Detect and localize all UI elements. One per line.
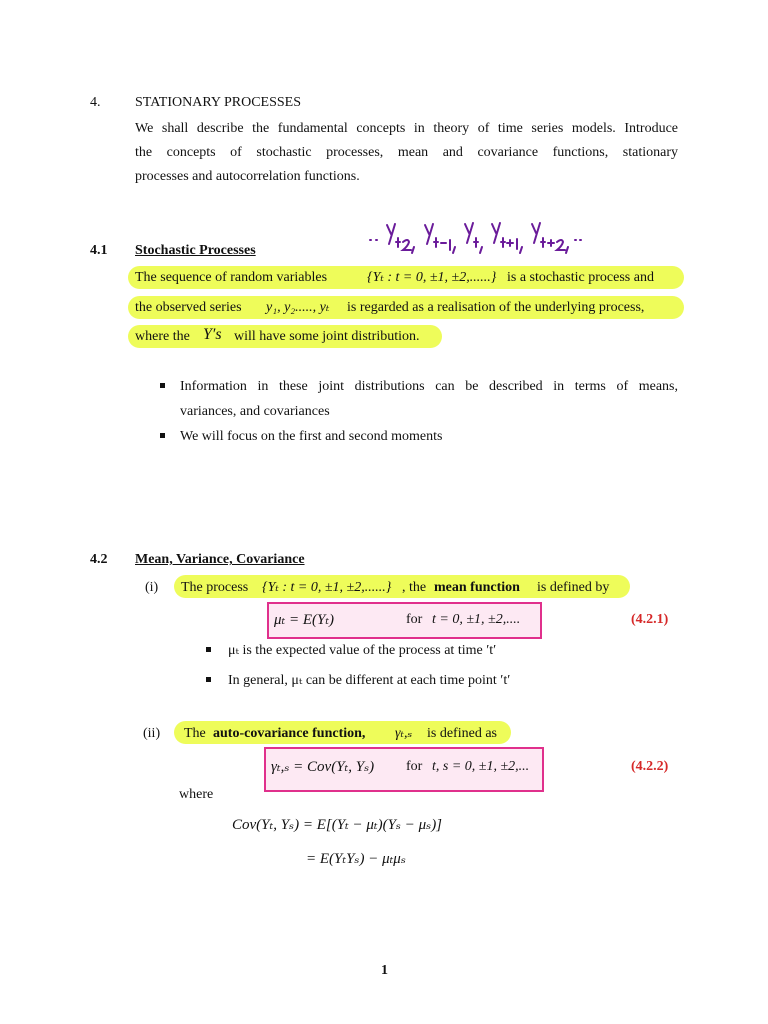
s41-bullet-2: We will focus on the first and second moments xyxy=(180,429,443,444)
mean-bullet-2: In general, μₜ can be different at each time point ′t′ xyxy=(228,673,511,688)
bullet-marker xyxy=(160,383,165,388)
s41-line3-text-a: where the xyxy=(135,329,190,344)
s41-line1-text-b: is a stochastic process and xyxy=(507,270,654,285)
mean-line-text-c: is defined by xyxy=(537,580,610,595)
s41-line1-text-a: The sequence of random variables xyxy=(135,270,328,285)
eq2-lhs: γₜ,ₛ = Cov(Yₜ, Yₛ) xyxy=(271,759,375,775)
intro-line-3: processes and autocorrelation functions. xyxy=(135,169,360,184)
eq1-lhs: μₜ = E(Yₜ) xyxy=(274,612,335,628)
page-number: 1 xyxy=(381,963,388,978)
mean-bullet-1: μₜ is the expected value of the process at time ′t′ xyxy=(228,643,497,658)
section-title: STATIONARY PROCESSES xyxy=(135,95,302,110)
s41-line3-math: Y′s xyxy=(203,326,222,343)
mean-line-text-b: , the xyxy=(402,580,427,595)
mean-line-bold: mean function xyxy=(434,580,520,595)
subsection-number-4-1: 4.1 xyxy=(90,243,108,258)
autocov-text-a: The xyxy=(184,726,206,741)
s41-line2-text-b: is regarded as a realisation of the underlying process, xyxy=(347,300,645,315)
item-label-ii: (ii) xyxy=(143,726,161,741)
eq2-for: for xyxy=(406,759,423,774)
subsection-number-4-2: 4.2 xyxy=(90,552,108,567)
mean-line-math: {Yₜ : t = 0, ±1, ±2,......} xyxy=(262,580,392,595)
handwritten-sequence xyxy=(365,220,590,260)
s41-line1-math: {Yₜ : t = 0, ±1, ±2,......} xyxy=(367,270,497,285)
eq2-range: t, s = 0, ±1, ±2,... xyxy=(432,759,530,774)
s41-bullet-1: Information in these joint distributions can be described in terms of means, xyxy=(180,379,678,394)
s41-line3-text-b: will have some joint distribution. xyxy=(234,329,420,344)
s41-bullet-1-cont: variances, and covariances xyxy=(180,404,330,419)
equation-number-4-2-2: (4.2.2) xyxy=(631,759,669,774)
autocov-math: γₜ,ₛ xyxy=(395,726,413,741)
subsection-title-4-2: Mean, Variance, Covariance xyxy=(135,552,305,567)
s41-line2-math: y₁, y₂....., yₜ xyxy=(266,300,330,315)
autocov-bold: auto-covariance function, xyxy=(213,726,366,741)
intro-line-2: the concepts of stochastic processes, mean and covariance functions, stationary xyxy=(135,145,678,160)
subsection-title-4-1: Stochastic Processes xyxy=(135,243,256,258)
cov-definition-line-2: = E(YₜYₛ) − μₜμₛ xyxy=(306,851,406,867)
mean-line-text-a: The process xyxy=(181,580,249,595)
item-label-i: (i) xyxy=(145,580,159,595)
bullet-marker xyxy=(206,677,211,682)
bullet-marker xyxy=(206,647,211,652)
autocov-text-b: is defined as xyxy=(427,726,497,741)
cov-definition-line-1: Cov(Yₜ, Yₛ) = E[(Yₜ − μₜ)(Yₛ − μₛ)] xyxy=(232,817,443,833)
eq1-for: for xyxy=(406,612,423,627)
where-label: where xyxy=(179,787,214,802)
equation-number-4-2-1: (4.2.1) xyxy=(631,612,669,627)
bullet-marker xyxy=(160,433,165,438)
intro-line-1: We shall describe the fundamental concepts in theory of time series models. Introduce xyxy=(135,121,678,136)
eq1-range: t = 0, ±1, ±2,.... xyxy=(432,612,521,627)
section-number: 4. xyxy=(90,95,101,110)
s41-line2-text-a: the observed series xyxy=(135,300,242,315)
